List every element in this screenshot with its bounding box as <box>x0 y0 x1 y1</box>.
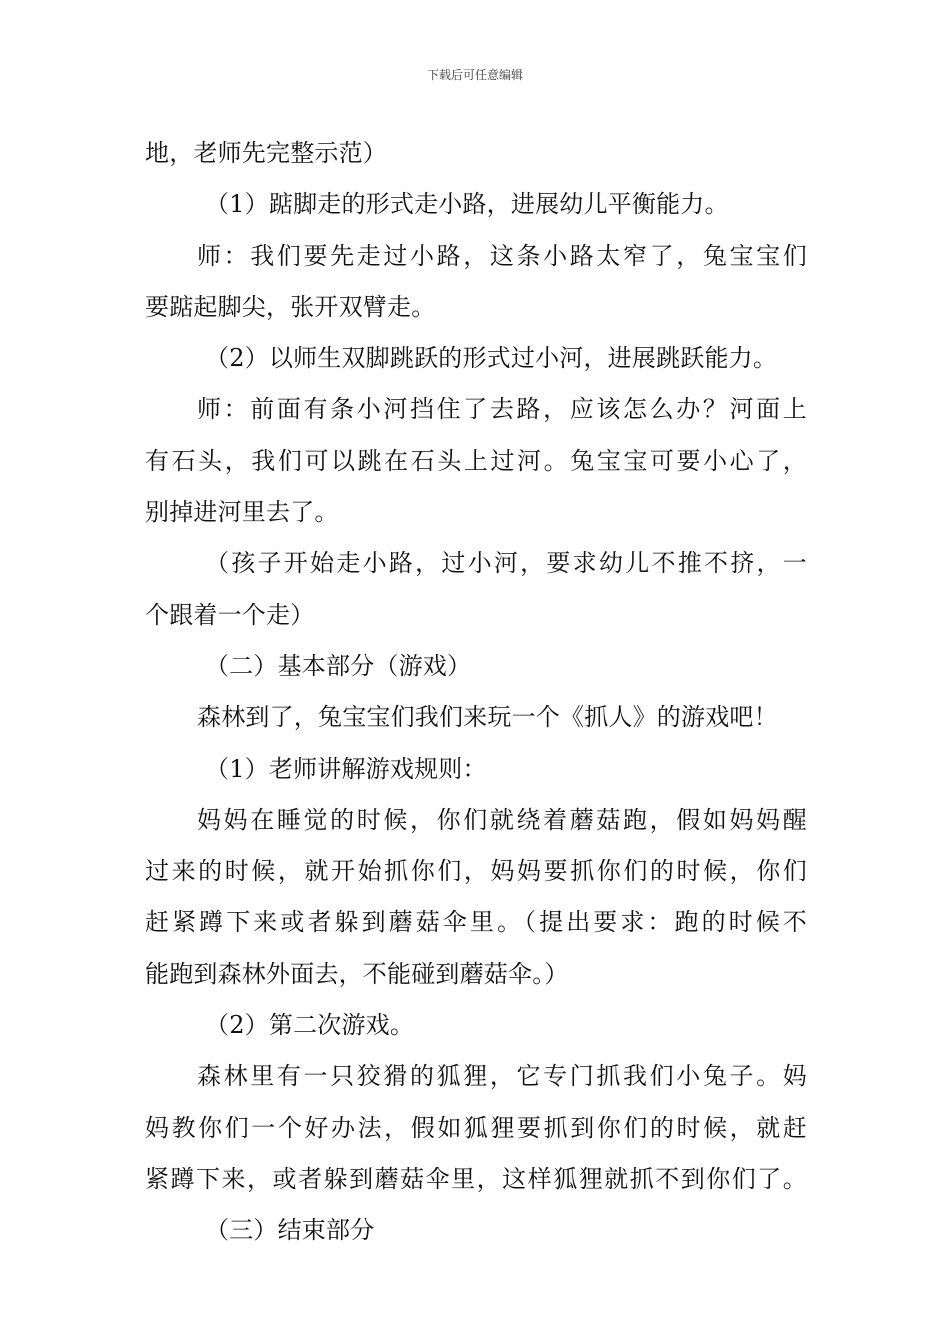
body-line: （2）第二次游戏。 <box>205 1011 415 1040</box>
body-line: 紧蹲下来，或者躲到蘑菇伞里，这样狐狸就抓不到你们了。 <box>145 1164 807 1193</box>
page-header: 下载后可任意编辑 <box>426 68 523 82</box>
body-line: 别掉进河里去了。 <box>145 498 339 527</box>
body-line: （2）以师生双脚跳跃的形式过小河，进展跳跃能力。 <box>205 344 778 373</box>
body-line: 森林里有一只狡猾的狐狸，它专门抓我们小兔子。妈 <box>197 1062 807 1091</box>
body-line: （1）踮脚走的形式走小路，进展幼儿平衡能力。 <box>205 190 729 219</box>
body-line: 个跟着一个走） <box>145 600 315 629</box>
body-line: 过来的时候，就开始抓你们，妈妈要抓你们的时候，你们 <box>145 857 807 886</box>
body-line: 师：我们要先走过小路，这条小路太窄了，兔宝宝们 <box>197 241 807 270</box>
body-line: （孩子开始走小路，过小河，要求幼儿不推不挤，一 <box>205 549 807 578</box>
body-line: 妈妈在睡觉的时候，你们就绕着蘑菇跑，假如妈妈醒 <box>197 805 807 834</box>
body-line: 师：前面有条小河挡住了去路，应该怎么办？河面上 <box>197 395 807 424</box>
body-line: 赶紧蹲下来或者躲到蘑菇伞里。（提出要求：跑的时候不 <box>145 908 807 937</box>
document-body <box>145 128 807 1257</box>
body-line: 森林到了，兔宝宝们我们来玩一个《抓人》的游戏吧！ <box>197 703 778 732</box>
section-heading: （二）基本部分（游戏） <box>205 651 472 680</box>
body-line: 地，老师先完整示范） <box>145 139 387 167</box>
body-line: 能跑到森林外面去，不能碰到蘑菇伞。） <box>145 959 569 988</box>
body-line: 有石头，我们可以跳在石头上过河。兔宝宝可要小心了， <box>145 446 807 475</box>
body-line: 妈教你们一个好办法，假如狐狸要抓到你们的时候，就赶 <box>145 1113 807 1142</box>
body-line: （1）老师讲解游戏规则： <box>205 754 487 783</box>
body-line: 要踮起脚尖，张开双臂走。 <box>145 292 436 321</box>
section-heading: （三）结束部分 <box>205 1216 375 1245</box>
